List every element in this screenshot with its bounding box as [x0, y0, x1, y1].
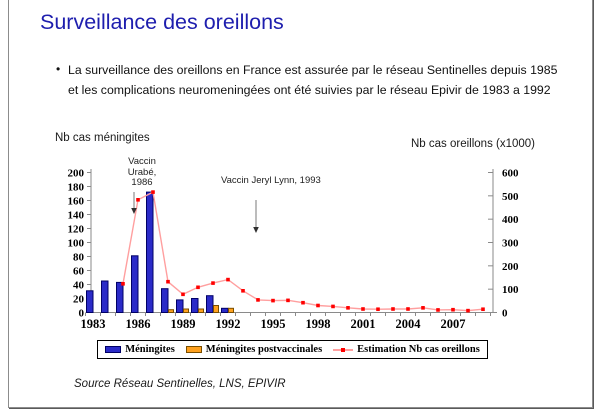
annotation-vaccin-urabe: Vaccin Urabé, 1986: [127, 156, 157, 188]
legend-item-postvaccinales: [186, 344, 322, 355]
bullet-icon: •: [56, 62, 61, 76]
svg-text:100: 100: [502, 284, 519, 297]
svg-text:40: 40: [73, 279, 84, 292]
slide-title: Surveillance des oreillons: [40, 10, 284, 34]
legend-label-postvaccinales: Méningites postvaccinales: [205, 344, 323, 355]
svg-text:0: 0: [78, 307, 84, 320]
legend-item-meningites: [105, 344, 175, 355]
bullet-text: La surveillance des oreillons en France est assurée par le réseau Sentinelles depuis 1985 et les complications neuromeningées ont été suivies par le réseau Epivir de 1983 a 1992: [68, 63, 558, 97]
svg-text:180: 180: [67, 181, 84, 194]
svg-text:2004: 2004: [395, 317, 421, 331]
right-axis-title: Nb cas oreillons (x1000): [411, 138, 536, 150]
svg-text:120: 120: [67, 223, 84, 236]
source-note: Source Réseau Sentinelles, LNS, EPIVIR: [74, 378, 286, 390]
svg-text:500: 500: [502, 190, 519, 203]
svg-text:200: 200: [67, 167, 84, 180]
meningites-swatch-icon: [105, 346, 121, 353]
left-axis-title: Nb cas méningites: [55, 132, 150, 144]
legend-item-oreillons: [333, 344, 480, 355]
svg-text:400: 400: [502, 214, 519, 227]
oreillons-line-icon: [333, 346, 353, 353]
svg-text:600: 600: [502, 167, 519, 180]
svg-text:2001: 2001: [350, 317, 376, 331]
annotation-vaccin-jeryl-lynn: Vaccin Jeryl Lynn, 1993: [221, 175, 321, 186]
svg-text:80: 80: [73, 251, 84, 264]
svg-text:20: 20: [73, 293, 84, 306]
svg-text:140: 140: [67, 209, 84, 222]
svg-text:0: 0: [502, 307, 508, 320]
chart-legend: [97, 340, 488, 359]
legend-label-oreillons: Estimation Nb cas oreillons: [357, 344, 480, 355]
svg-text:1989: 1989: [170, 317, 196, 331]
svg-text:1983: 1983: [80, 317, 106, 331]
svg-text:1995: 1995: [260, 317, 286, 331]
svg-text:60: 60: [73, 265, 84, 278]
svg-text:160: 160: [67, 195, 84, 208]
svg-text:2007: 2007: [440, 317, 466, 331]
postvaccinales-swatch-icon: [186, 346, 202, 353]
svg-text:200: 200: [502, 260, 519, 273]
legend-label-meningites: Méningites: [125, 344, 175, 355]
svg-text:300: 300: [502, 237, 519, 250]
svg-text:1992: 1992: [215, 317, 241, 331]
svg-text:1986: 1986: [125, 317, 151, 331]
svg-text:100: 100: [67, 237, 84, 250]
svg-text:1998: 1998: [305, 317, 331, 331]
